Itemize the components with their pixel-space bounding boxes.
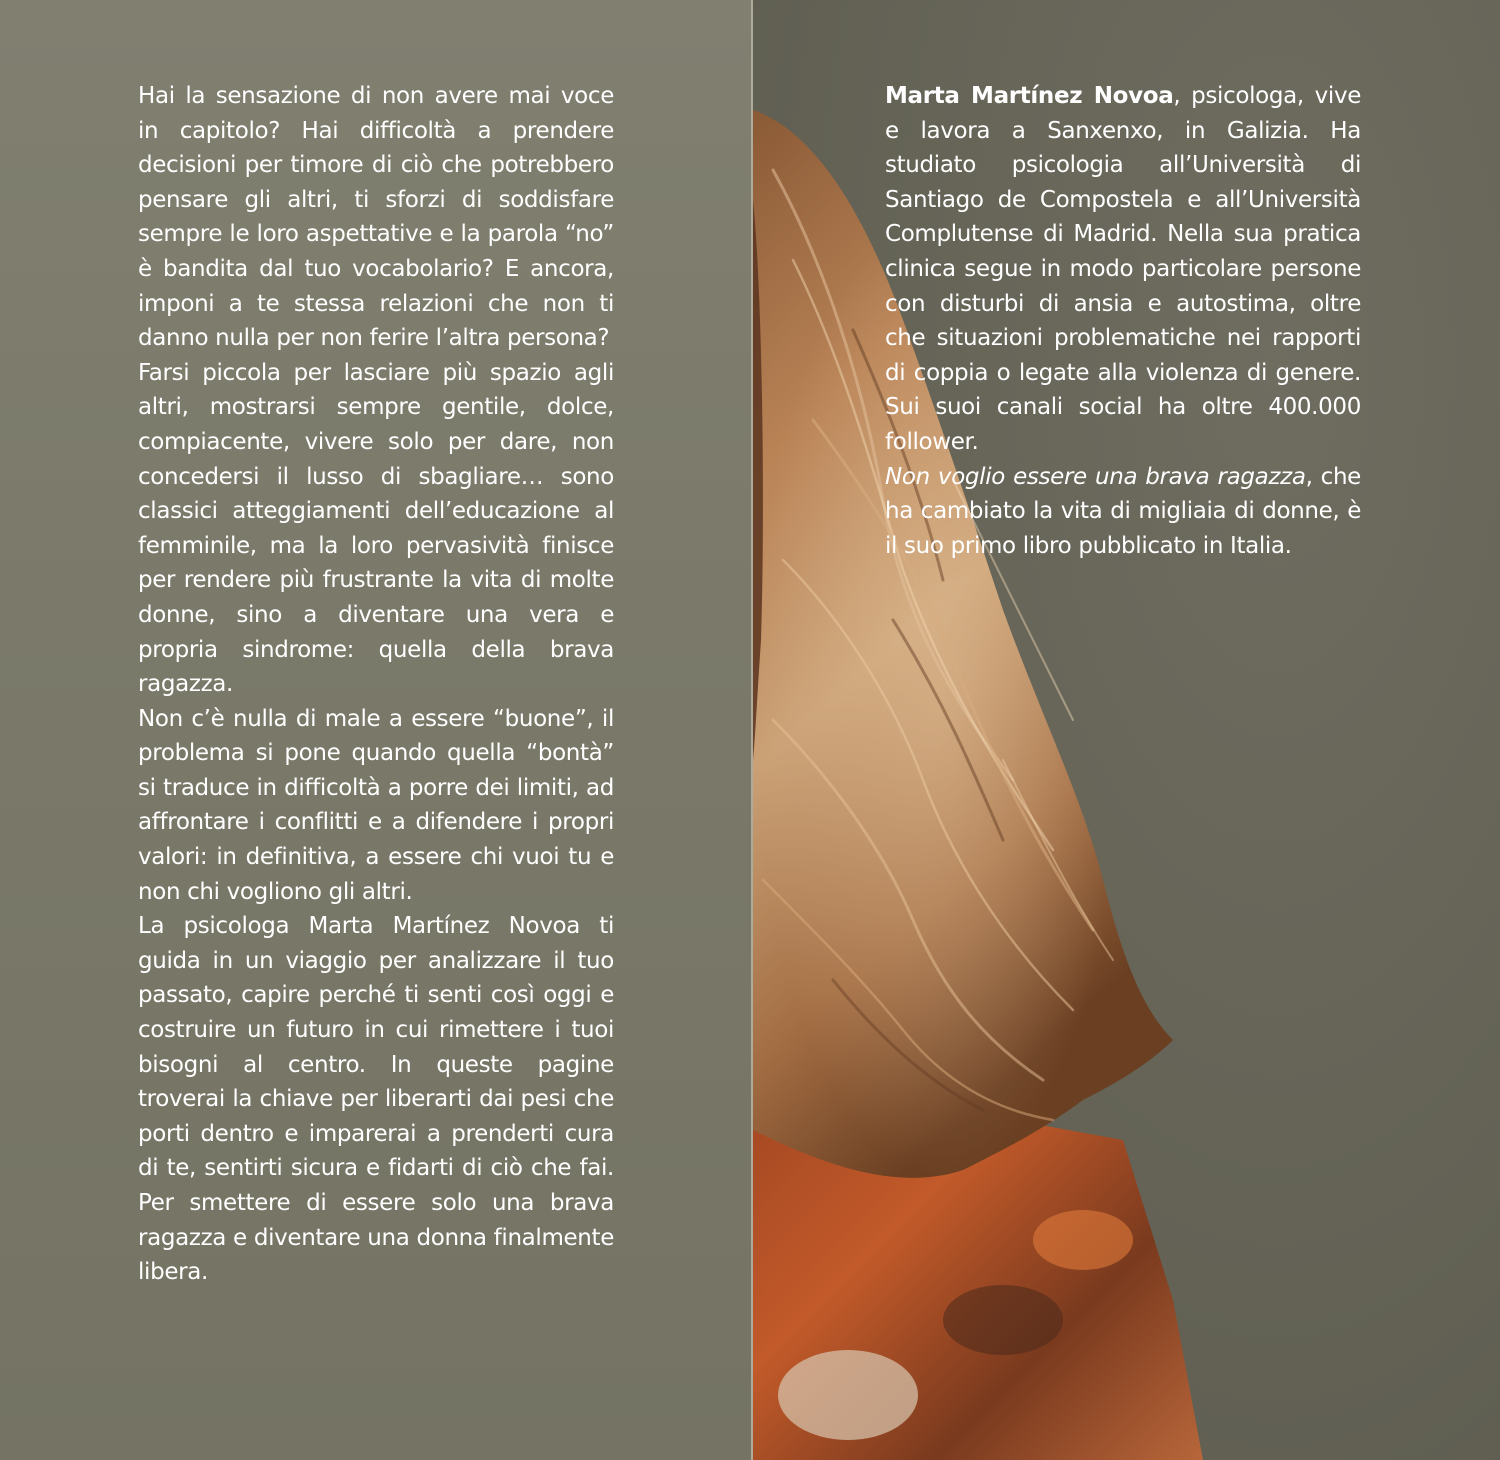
blurb-paragraph-2: Farsi piccola per lasciare più spazio agli altri, mostrarsi sempre gentile, dolce, compiacente, vivere solo per dare, non concedersi il lusso di sbagliare… sono classici atteggiamenti dell’educazione al femminile, ma la loro pervasività finisce per rendere più frustrante la vita di molte donne, sino a diventare una vera e propria sindrome: quella della brava ragazza. xyxy=(138,359,614,698)
blouse-pattern-orange xyxy=(1033,1210,1133,1270)
blouse-pattern-light xyxy=(778,1350,918,1440)
author-bio-paragraph xyxy=(885,79,1361,460)
book-note-text: , che ha cambiato la vita di migliaia di donne, è il suo primo libro pubblicato in Italia. xyxy=(885,463,1361,559)
blurb-paragraph-1: Hai la sensazione di non avere mai voce in capitolo? Hai difficoltà a prendere decisioni per timore di ciò che potrebbero pensare gli altri, ti sforzi di soddisfare sempre le loro aspettative e la parola “no” è bandita dal tuo vocabolario? E ancora, imponi a te stessa relazioni che non ti danno nulla per non ferire l’altra persona? xyxy=(138,83,614,352)
author-bio-text: , psicologa, vive e lavora a Sanxenxo, in Galizia. Ha studiato psicologia all’Università di Santiago de Compostela e all’Università Complutense di Madrid. Nella sua pratica clinica segue in modo particolare persone con disturbi di ansia e autostima, oltre che situazioni problematiche nei rapporti di coppia o legate alla violenza di genere. Sui suoi canali social ha oltre 400.000 follower. xyxy=(885,83,1362,455)
book-title: Non voglio essere una brava ragazza xyxy=(885,463,1306,490)
author-name: Marta Martínez Novoa xyxy=(885,83,1174,109)
author-bio xyxy=(885,79,1361,563)
blurb-text xyxy=(138,79,614,1290)
blouse-pattern-dark xyxy=(943,1285,1063,1355)
book-note-paragraph xyxy=(885,460,1361,564)
blurb-paragraph-3: Non c’è nulla di male a essere “buone”, il problema si pone quando quella “bontà” si traduce in difficoltà a porre dei limiti, ad affrontare i conflitti e a difendere i propri valori: in definitiva, a essere chi vuoi tu e non chi vogliono gli altri. xyxy=(138,705,614,905)
blurb-paragraph-4: La psicologa Marta Martínez Novoa ti guida in un viaggio per analizzare il tuo passato, capire perché ti senti così oggi e costruire un futuro in cui rimettere i tuoi bisogni al centro. In queste pagine troverai la chiave per liberarti dai pesi che porti dentro e imparerai a prenderti cura di te, sentirti sicura e fidarti di ciò che fai. Per smettere di essere solo una brava ragazza e diventare una donna finalmente libera. xyxy=(138,913,614,1286)
